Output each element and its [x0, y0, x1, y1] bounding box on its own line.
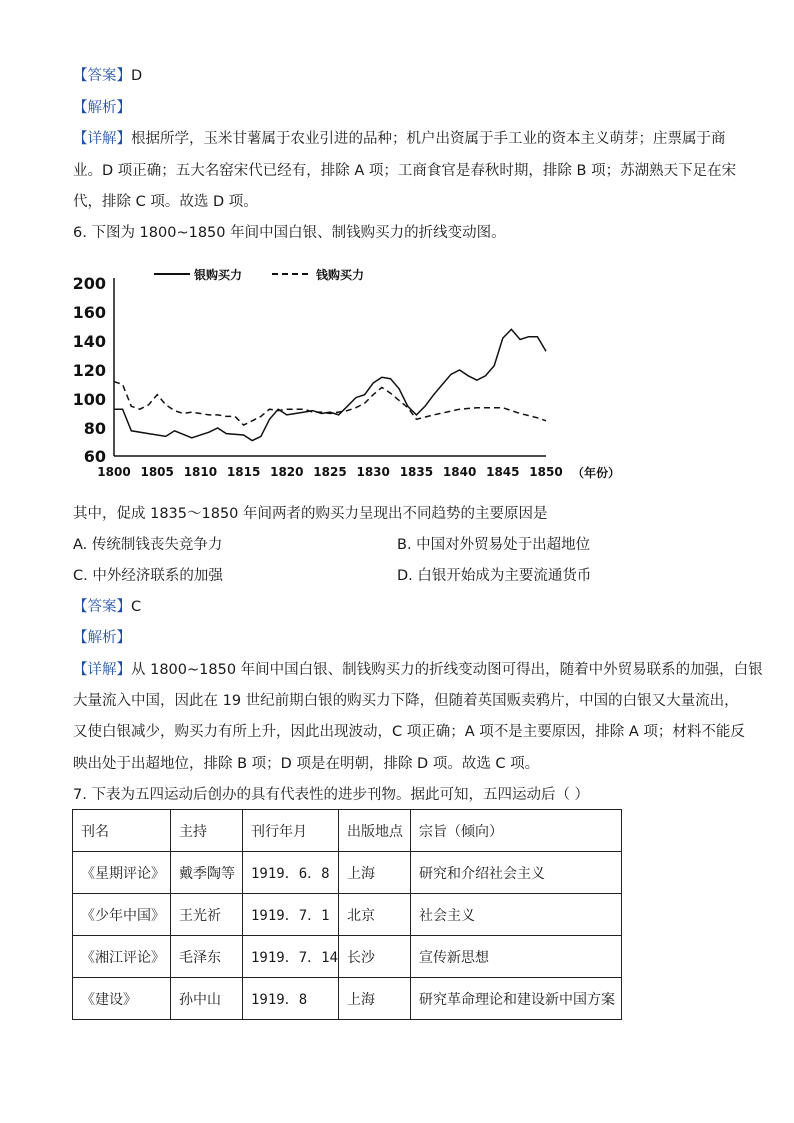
q6-analysis-tag: 【解析】: [73, 630, 131, 646]
series-line-silver: [114, 329, 546, 440]
y-tick-label: 140: [72, 332, 106, 351]
cell-purpose: 宣传新思想: [411, 936, 622, 978]
x-tick-label: 1825: [313, 465, 347, 479]
x-tick-label: 1840: [442, 465, 477, 479]
header-cell: 宗旨（倾向）: [411, 810, 622, 852]
cell-date: 1919．7．14: [243, 936, 339, 978]
header-cell: 出版地点: [339, 810, 411, 852]
legend-copper-label: 钱购买力: [316, 268, 365, 282]
x-tick-label: 1820: [270, 465, 304, 479]
x-tick-labels: [97, 465, 562, 479]
header-cell: 主持: [171, 810, 243, 852]
answer-tag: 【答案】: [73, 599, 131, 615]
y-tick-label: 120: [72, 361, 106, 380]
cell-date: 1919．6．8: [243, 852, 339, 894]
series-line-copper: [114, 382, 546, 426]
cell-purpose: 社会主义: [411, 894, 622, 936]
x-tick-label: 1835: [399, 465, 434, 479]
cell-host: 毛泽东: [171, 936, 243, 978]
cell-purpose: 研究和介绍社会主义: [411, 852, 622, 894]
detail-tag: 【详解】: [73, 131, 131, 147]
q6-option-a[interactable]: A. 传统制钱丧失竞争力: [73, 537, 223, 553]
answer-tag: 【答案】: [73, 68, 131, 84]
x-tick-label: 1815: [226, 465, 261, 479]
q6-detail-line-4: 映出处于出超地位，排除 B 项；D 项是在明朝，排除 D 项。故选 C 项。: [73, 756, 540, 772]
table-row: [73, 852, 622, 894]
cell-host: 孙中山: [171, 978, 243, 1020]
y-tick-label: 80: [83, 419, 106, 438]
cell-host: 王光祈: [171, 894, 243, 936]
header-cell: 刊名: [73, 810, 171, 852]
q6-detail-line-3: 又使白银减少，购买力有所上升，因此出现波动，C 项正确；A 项不是主要原因，排除 A 项；材料不能反: [73, 724, 745, 740]
y-tick-label: 160: [72, 303, 106, 322]
chart-axes: [114, 278, 546, 456]
cell-place: 上海: [339, 852, 411, 894]
answer-value: C: [131, 599, 142, 615]
chart-series: [114, 329, 546, 440]
cell-purpose: 研究革命理论和建设新中国方案: [411, 978, 622, 1020]
q6-stem: 6. 下图为 1800~1850 年间中国白银、制钱购买力的折线变动图。: [73, 225, 506, 241]
q6-option-b[interactable]: B. 中国对外贸易处于出超地位: [397, 537, 591, 553]
y-tick-label: 100: [72, 390, 106, 409]
table-header-row: [73, 810, 622, 852]
chart-legend: [154, 267, 364, 282]
x-tick-label: 1800: [97, 465, 131, 479]
q5-analysis-tag: 【解析】: [73, 100, 131, 116]
table-row: [73, 936, 622, 978]
y-tick-label: 60: [83, 447, 106, 466]
q6-detail-line-1: 【详解】从 1800~1850 年间中国白银、制钱购买力的折线变动图可得出，随着中外贸易联系的加强，白银: [73, 662, 763, 678]
purchasing-power-line-chart: [72, 260, 632, 485]
table-row: [73, 978, 622, 1020]
cell-place: 北京: [339, 894, 411, 936]
header-cell: 刊行年月: [243, 810, 339, 852]
x-tick-label: 1845: [486, 465, 520, 479]
cell-host: 戴季陶等: [171, 852, 243, 894]
q5-answer: [73, 66, 142, 86]
detail-tag: 【详解】: [73, 662, 131, 678]
legend-silver-label: 银购买力: [194, 268, 243, 282]
y-tick-labels: [73, 274, 106, 466]
cell-place: 上海: [339, 978, 411, 1020]
x-tick-label: 1850: [529, 465, 563, 479]
q6-option-d[interactable]: D. 白银开始成为主要流通货币: [397, 568, 592, 584]
x-tick-label: 1810: [183, 465, 218, 479]
cell-title: 《星期评论》: [73, 852, 171, 894]
q5-detail-line-3: 代，排除 C 项。故选 D 项。: [73, 194, 258, 210]
q7-stem: 7. 下表为五四运动后创办的具有代表性的进步刊物。据此可知，五四运动后（ ）: [73, 787, 590, 803]
cell-title: 《建设》: [73, 978, 171, 1020]
answer-value: D: [131, 68, 143, 84]
cell-title: 《湘江评论》: [73, 936, 171, 978]
x-tick-label: 1805: [140, 465, 174, 479]
q6-question: 其中，促成 1835～1850 年间两者的购买力呈现出不同趋势的主要原因是: [73, 506, 548, 522]
q6-answer: [73, 597, 141, 617]
cell-date: 1919．7．1: [243, 894, 339, 936]
y-tick-label: 200: [72, 274, 106, 293]
table-row: [73, 894, 622, 936]
cell-date: 1919．8: [243, 978, 339, 1020]
cell-title: 《少年中国》: [73, 894, 171, 936]
x-axis-label: （年份）: [572, 466, 621, 480]
x-tick-label: 1830: [356, 465, 390, 479]
q6-option-c[interactable]: C. 中外经济联系的加强: [73, 568, 223, 584]
q6-detail-line-2: 大量流入中国，因此在 19 世纪前期白银的购买力下降，但随着英国贩卖鸦片，中国的白银又大量流出，: [73, 693, 739, 709]
q5-detail-line-1: 【详解】根据所学，玉米甘薯属于农业引进的品种；机户出资属于手工业的资本主义萌芽；庄票属于商: [73, 131, 726, 147]
cell-place: 长沙: [339, 936, 411, 978]
q5-detail-line-2: 业。D 项正确；五大名窑宋代已经有，排除 A 项；工商食官是春秋时期，排除 B 项；苏湖熟天下足在宋: [73, 163, 737, 179]
periodicals-table: [72, 809, 622, 1020]
